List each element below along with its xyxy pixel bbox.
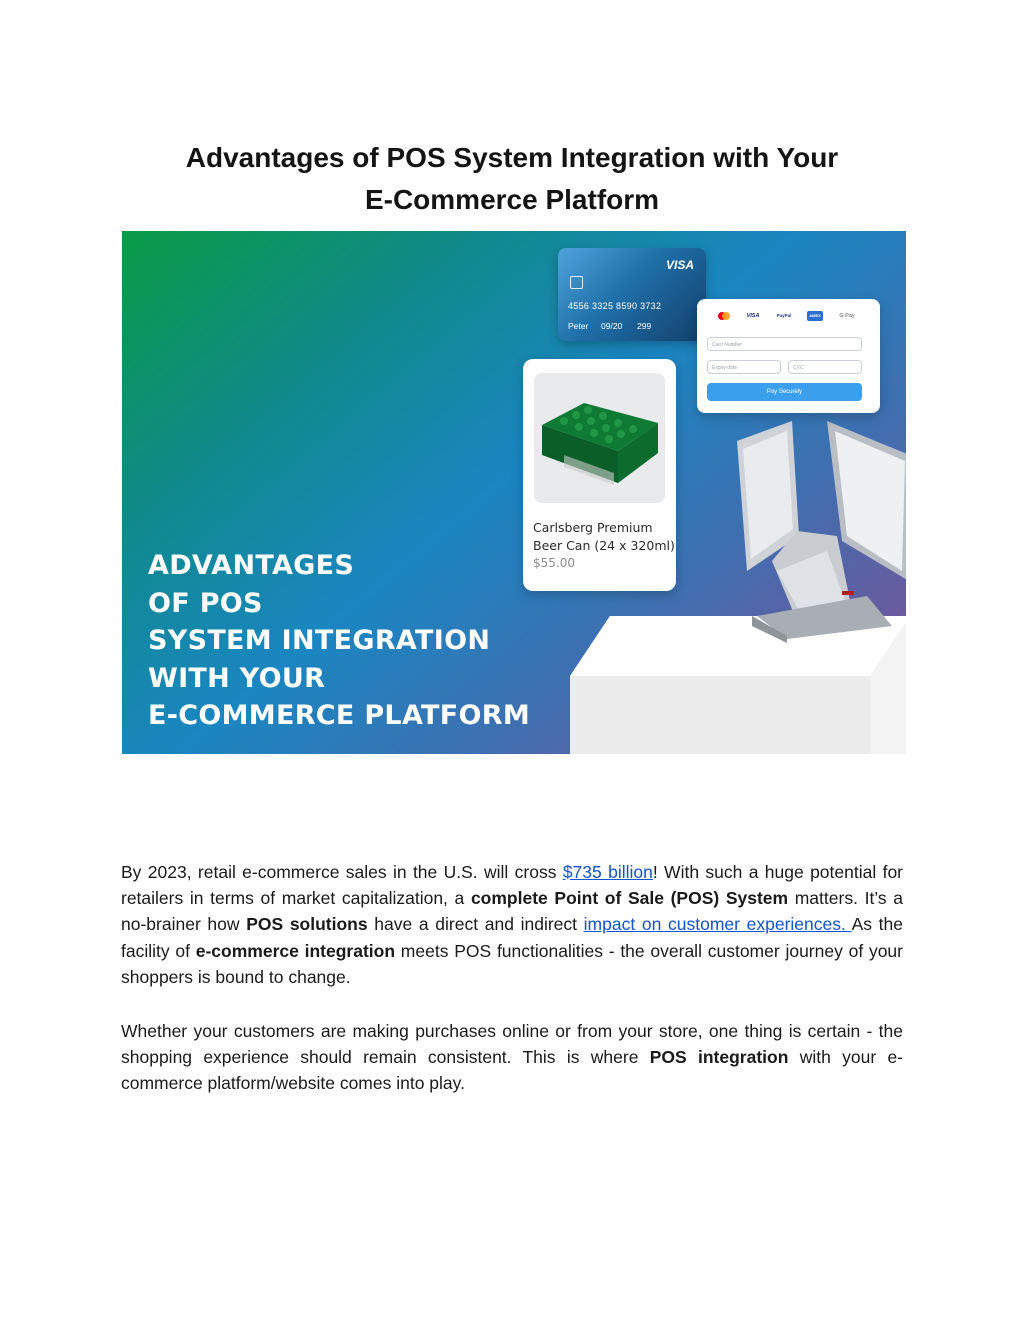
payment-methods — [709, 310, 869, 324]
title-line-1: Advantages of POS System Integration with Your — [185, 141, 839, 173]
product-price: $55.00 — [533, 556, 575, 570]
beer-cans-image — [534, 373, 665, 503]
p2-bold-pos-integration: POS integration — [649, 1046, 789, 1067]
google-pay-icon: G Pay — [839, 313, 855, 319]
735-billion-link[interactable]: $735 billion — [562, 861, 653, 882]
hero-heading-line-4: WITH YOUR — [148, 662, 326, 694]
p2-text-2: with your e-commerce platform/website comes into play. — [121, 1046, 904, 1094]
hero-heading-line-5: E-COMMERCE PLATFORM — [148, 700, 531, 731]
card-number: 4556 3325 8590 3732 — [568, 301, 662, 311]
pos-terminal-illustration — [677, 421, 906, 646]
p2-text-1: Whether your customers are making purchases online or from your store, one thing is certain - the shopping experience should remain consistent. This is where — [121, 1020, 903, 1067]
impact-link[interactable]: impact on customer experiences. — [583, 914, 852, 935]
card-expiry: 09/20 — [601, 321, 623, 331]
card-cvv: 299 — [637, 321, 652, 331]
visa-icon: VISA — [746, 313, 760, 319]
p1-text-2: ! With such a huge potential for retailers in terms of market capitalization, a — [121, 861, 903, 908]
p1-text-3: matters. It’s a no-brainer how — [121, 887, 903, 935]
product-name-line-2: Beer Can (24 x 320ml) — [533, 538, 675, 553]
payment-form-panel — [697, 299, 880, 413]
card-chip-icon — [570, 276, 583, 289]
product-name — [533, 519, 675, 555]
p1-bold-ecommerce-integration: e-commerce integration — [195, 940, 396, 961]
hero-heading-line-1: ADVANTAGES — [148, 550, 355, 581]
cvc-field: CVC — [788, 360, 862, 374]
p1-text-5: As the facility of — [121, 914, 903, 961]
title-line-2: E-Commerce Platform — [364, 183, 660, 215]
intro-paragraph — [121, 859, 903, 991]
p1-text-1: By 2023, retail e-commerce sales in the U.S. will cross — [121, 861, 563, 882]
hero-heading-line-2: OF POS — [148, 587, 263, 619]
p1-bold-pos-solutions: POS solutions — [246, 914, 368, 935]
visa-logo: VISA — [665, 258, 694, 272]
p1-text-4: have a direct and indirect — [367, 914, 584, 935]
hero-heading-line-3: SYSTEM INTEGRATION — [148, 625, 491, 656]
page-title — [0, 137, 1024, 221]
card-number-field: Card Number — [707, 337, 862, 351]
pay-securely-button: Pay Securely — [707, 383, 862, 401]
expiry-date-field: Expiry date — [707, 360, 781, 374]
amex-icon: AMEX — [807, 311, 823, 321]
paypal-icon: PayPal — [776, 313, 792, 318]
visa-card — [558, 248, 706, 341]
p1-bold-complete-pos: complete Point of Sale (POS) System — [470, 887, 789, 908]
hero-banner-image — [122, 231, 906, 754]
consistency-paragraph — [121, 1018, 903, 1097]
card-holder: Peter — [568, 321, 589, 331]
product-card — [523, 359, 676, 591]
p1-text-6: meets POS functionalities - the overall customer journey of your shoppers is bound to change. — [121, 940, 903, 988]
product-name-line-1: Carlsberg Premium — [533, 520, 653, 535]
mastercard-icon — [717, 310, 731, 322]
hero-heading — [148, 547, 530, 735]
